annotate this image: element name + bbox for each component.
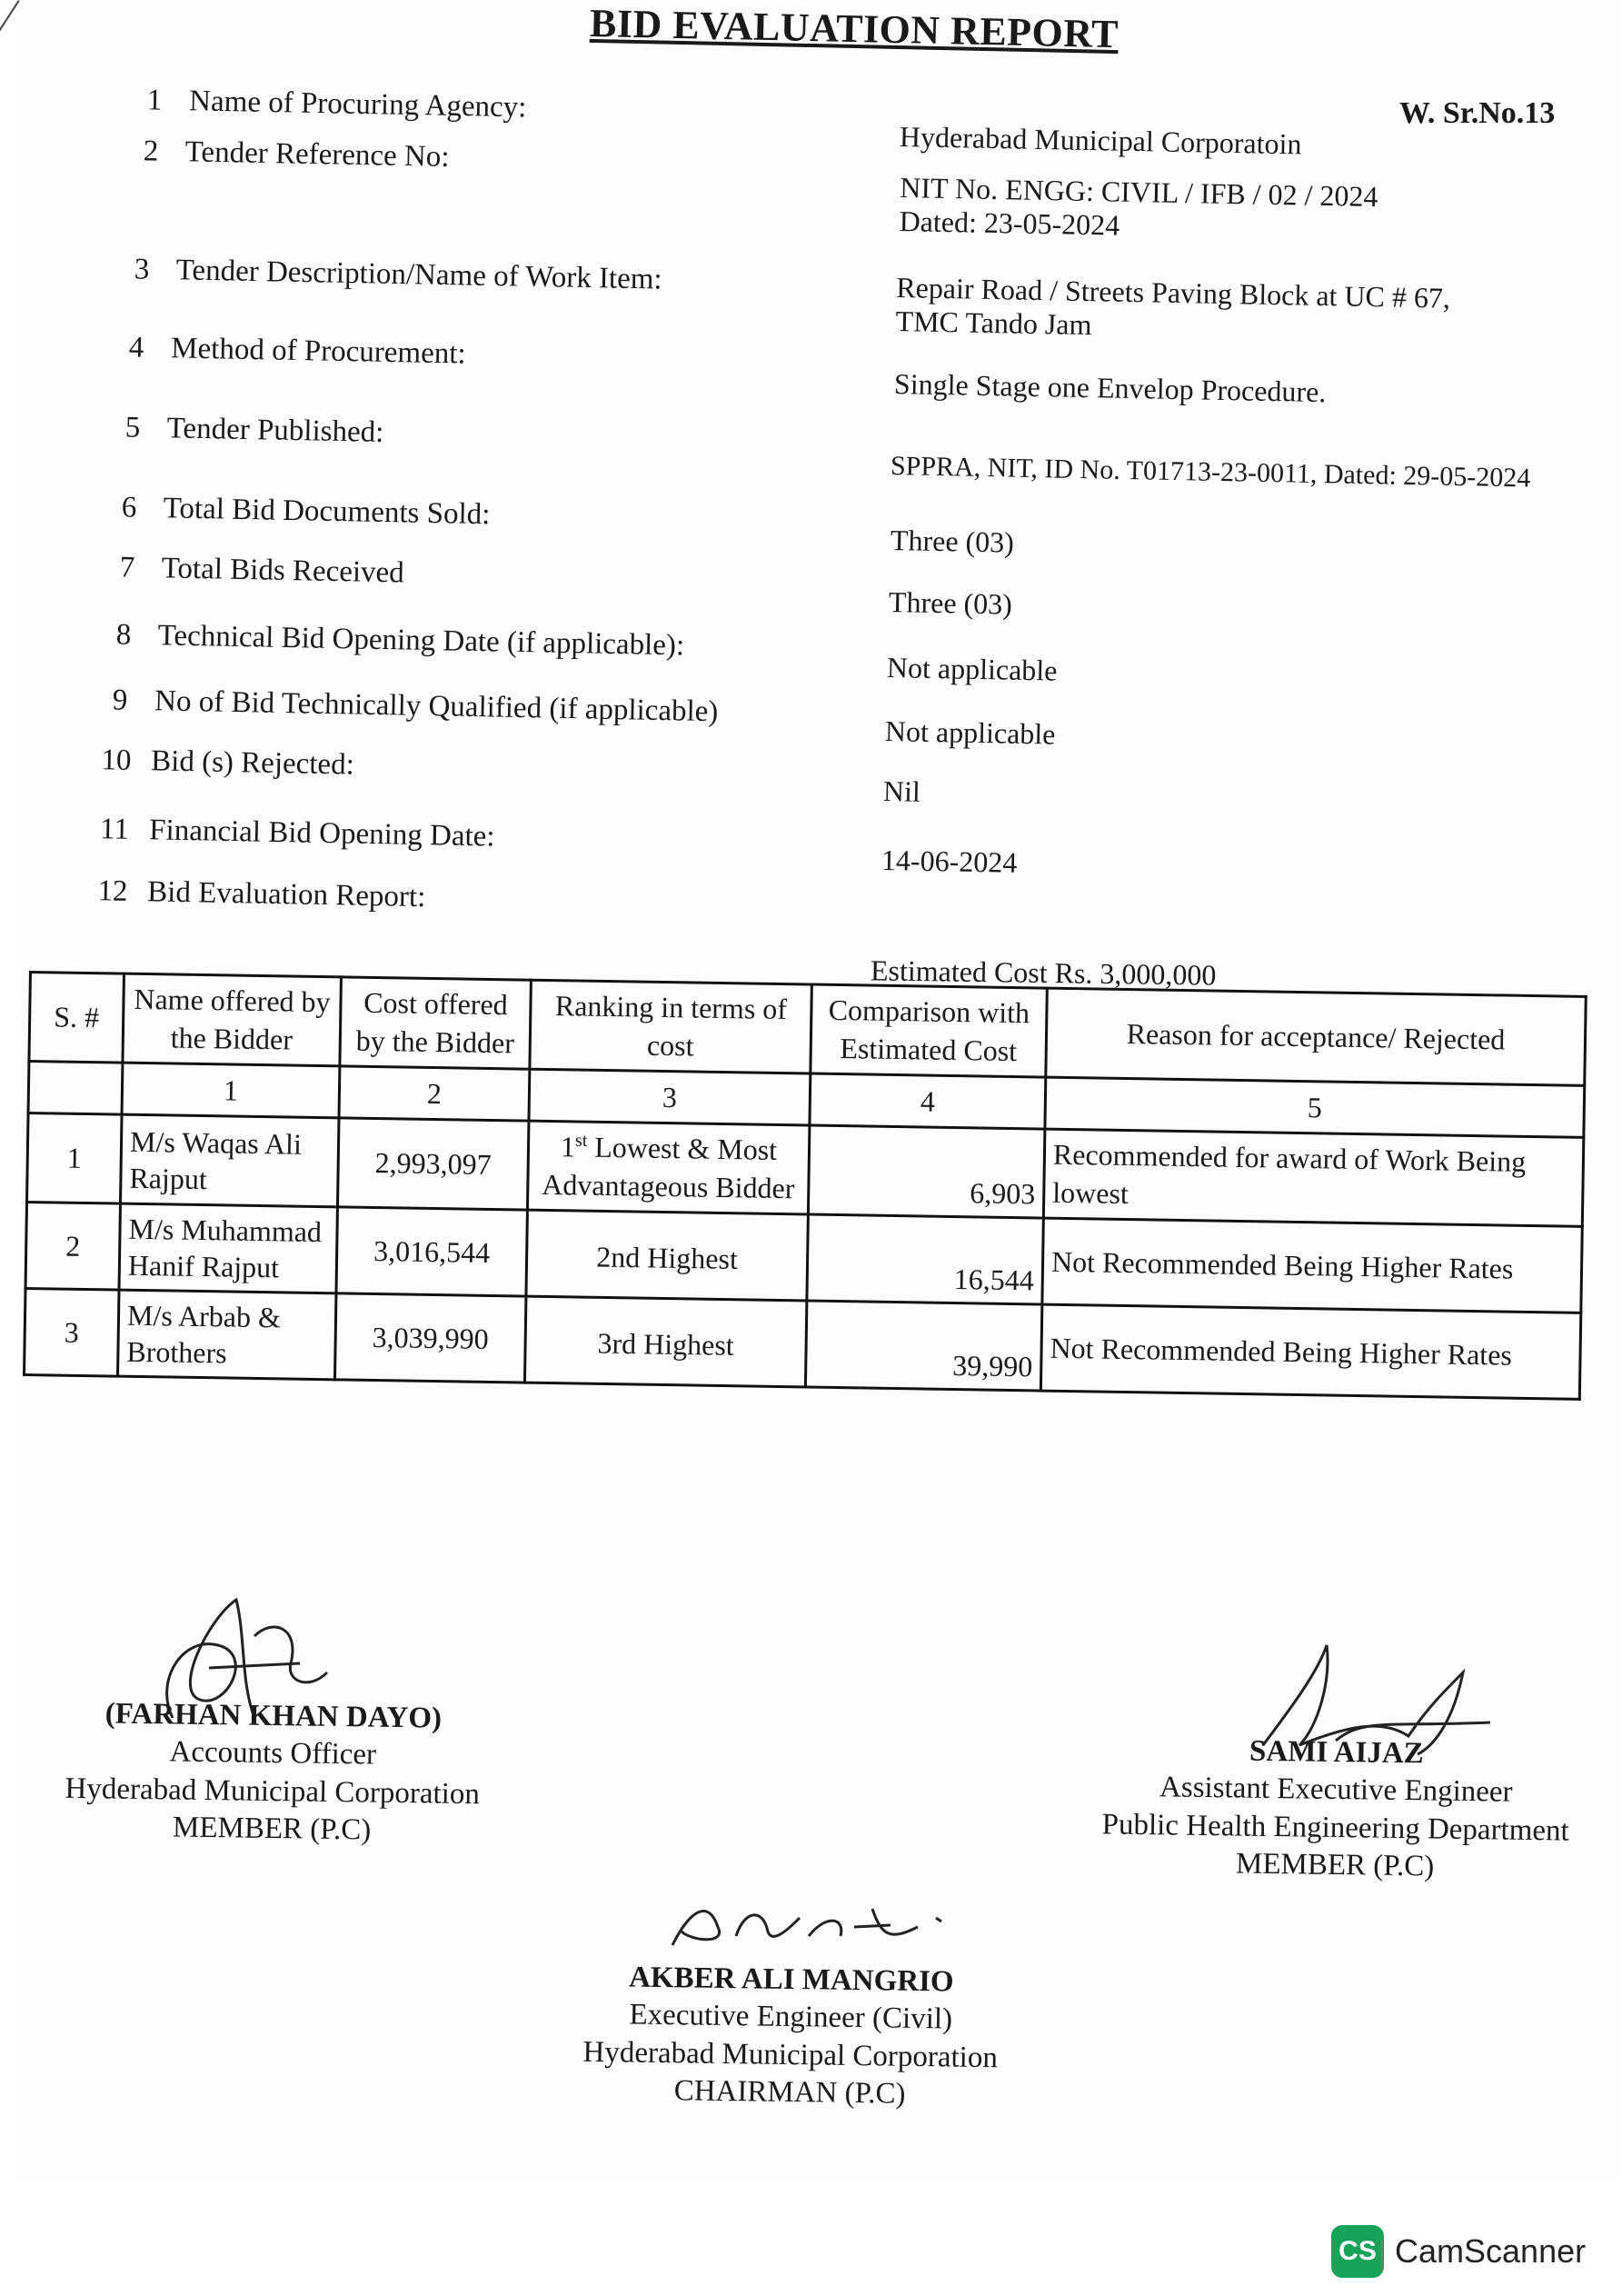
report-title: BID EVALUATION REPORT <box>589 0 1119 57</box>
signatory-right-role: MEMBER (P.C) <box>1235 1847 1435 1883</box>
cell-ranking: 1st Lowest & Most Advantageous Bidder <box>527 1121 810 1214</box>
signatory-center-name: AKBER ALI MANGRIO <box>628 1961 954 1999</box>
cell-bidder-name: M/s Arbab & Brothers <box>117 1290 335 1380</box>
header-ranking: Ranking in terms of cost <box>530 980 812 1073</box>
value-tender-description: Repair Road / Streets Paving Block at UC # 67, TMC Tando Jam <box>895 271 1451 341</box>
header-serial: S. # <box>29 973 124 1063</box>
index-cell <box>28 1062 123 1115</box>
bid-evaluation-table <box>23 971 1587 1401</box>
camscanner-text: CamScanner <box>1395 2232 1587 2270</box>
camscanner-logo-icon: CS <box>1331 2225 1384 2278</box>
value-documents-sold: Three (03) <box>890 524 1015 559</box>
signatory-left-name: (FARHAN KHAN DAYO) <box>104 1697 443 1735</box>
header-comparison: Comparison with Estimated Cost <box>811 984 1048 1077</box>
detail-row-10: 10 Bid (s) Rejected: <box>101 744 355 782</box>
cell-reason: Not Recommended Being Higher Rates <box>1042 1218 1582 1313</box>
index-cell: 4 <box>810 1073 1046 1129</box>
cell-serial: 1 <box>26 1113 122 1204</box>
signatory-center-title: Executive Engineer (Civil) <box>629 1998 953 2036</box>
detail-row-3: 3 Tender Description/Name of Work Item: <box>134 253 662 296</box>
detail-row-11: 11 Financial Bid Opening Date: <box>99 813 495 854</box>
cell-bidder-name: M/s Muhammad Hanif Rajput <box>119 1203 337 1293</box>
cell-comparison: 6,903 <box>808 1125 1045 1218</box>
signatory-center-org: Hyderabad Municipal Corporation <box>582 2035 999 2074</box>
index-cell: 5 <box>1045 1077 1585 1137</box>
detail-row-4: 4 Method of Procurement: <box>128 331 466 371</box>
cell-cost: 2,993,097 <box>337 1118 529 1210</box>
cell-comparison: 16,544 <box>807 1214 1043 1304</box>
cell-reason: Not Recommended Being Higher Rates <box>1040 1304 1580 1399</box>
detail-row-7: 7 Total Bids Received <box>119 551 405 590</box>
signatory-right-org: Public Health Engineering Department <box>1101 1807 1569 1848</box>
cell-serial: 3 <box>25 1289 119 1377</box>
cell-reason: Recommended for award of Work Being lowest <box>1043 1129 1583 1226</box>
signatory-right-title: Assistant Executive Engineer <box>1159 1771 1513 1809</box>
cell-comparison: 39,990 <box>805 1301 1041 1391</box>
cell-ranking: 2nd Highest <box>526 1211 808 1302</box>
value-tender-published: SPPRA, NIT, ID No. T01713-23-0011, Dated: 29-05-2024 <box>890 451 1531 494</box>
signatory-center <box>544 1958 1037 2115</box>
value-technically-qualified: Not applicable <box>884 714 1056 751</box>
signature-center-icon <box>654 1891 981 1963</box>
signatory-left-org: Hyderabad Municipal Corporation <box>65 1772 481 1811</box>
signatory-left <box>26 1694 519 1852</box>
index-cell: 2 <box>339 1066 530 1121</box>
cell-serial: 2 <box>25 1203 120 1291</box>
detail-row-5: 5 Tender Published: <box>124 411 384 449</box>
header-bidder-name: Name offered by the Bidder <box>123 973 342 1066</box>
estimated-cost: Estimated Cost Rs. 3,000,000 <box>870 953 1217 992</box>
value-procuring-agency: Hyderabad Municipal Corporatoin <box>899 120 1302 161</box>
value-bids-received: Three (03) <box>888 585 1013 621</box>
signatory-right <box>1071 1731 1600 1888</box>
value-financial-opening: 14-06-2024 <box>881 844 1018 879</box>
serial-number: W. Sr.No.13 <box>1399 96 1556 130</box>
detail-row-2: 2 Tender Reference No: <box>143 135 450 174</box>
cell-cost: 3,039,990 <box>334 1293 525 1383</box>
value-tender-ref: NIT No. ENGG: CIVIL / IFB / 02 / 2024 Dated: 23-05-2024 <box>899 171 1378 242</box>
detail-row-8: 8 Technical Bid Opening Date (if applicable): <box>115 618 685 663</box>
corner-mark <box>0 0 20 176</box>
camscanner-watermark <box>1331 2225 1586 2278</box>
value-method: Single Stage one Envelop Procedure. <box>893 367 1327 409</box>
signatory-right-name: SAMI AIJAZ <box>1249 1734 1424 1771</box>
cell-ranking: 3rd Highest <box>524 1297 806 1388</box>
cell-cost: 3,016,544 <box>336 1207 527 1296</box>
cell-bidder-name: M/s Waqas Ali Rajput <box>120 1114 339 1207</box>
value-technical-opening: Not applicable <box>886 651 1058 687</box>
header-reason: Reason for acceptance/ Rejected <box>1046 988 1586 1085</box>
signatory-center-role: CHAIRMAN (P.C) <box>673 2073 906 2111</box>
signatory-left-title: Accounts Officer <box>169 1735 377 1772</box>
index-cell: 3 <box>529 1069 811 1125</box>
index-cell: 1 <box>122 1063 340 1118</box>
signatory-left-role: MEMBER (P.C) <box>172 1811 372 1847</box>
detail-row-12: 12 Bid Evaluation Report: <box>97 874 426 914</box>
detail-row-1: 1 Name of Procuring Agency: <box>146 84 527 125</box>
header-cost: Cost offered by the Bidder <box>340 977 532 1069</box>
value-bids-rejected: Nil <box>882 774 921 808</box>
detail-row-6: 6 Total Bid Documents Sold: <box>121 491 491 532</box>
detail-row-9: 9 No of Bid Technically Qualified (if applicable) <box>112 684 719 729</box>
